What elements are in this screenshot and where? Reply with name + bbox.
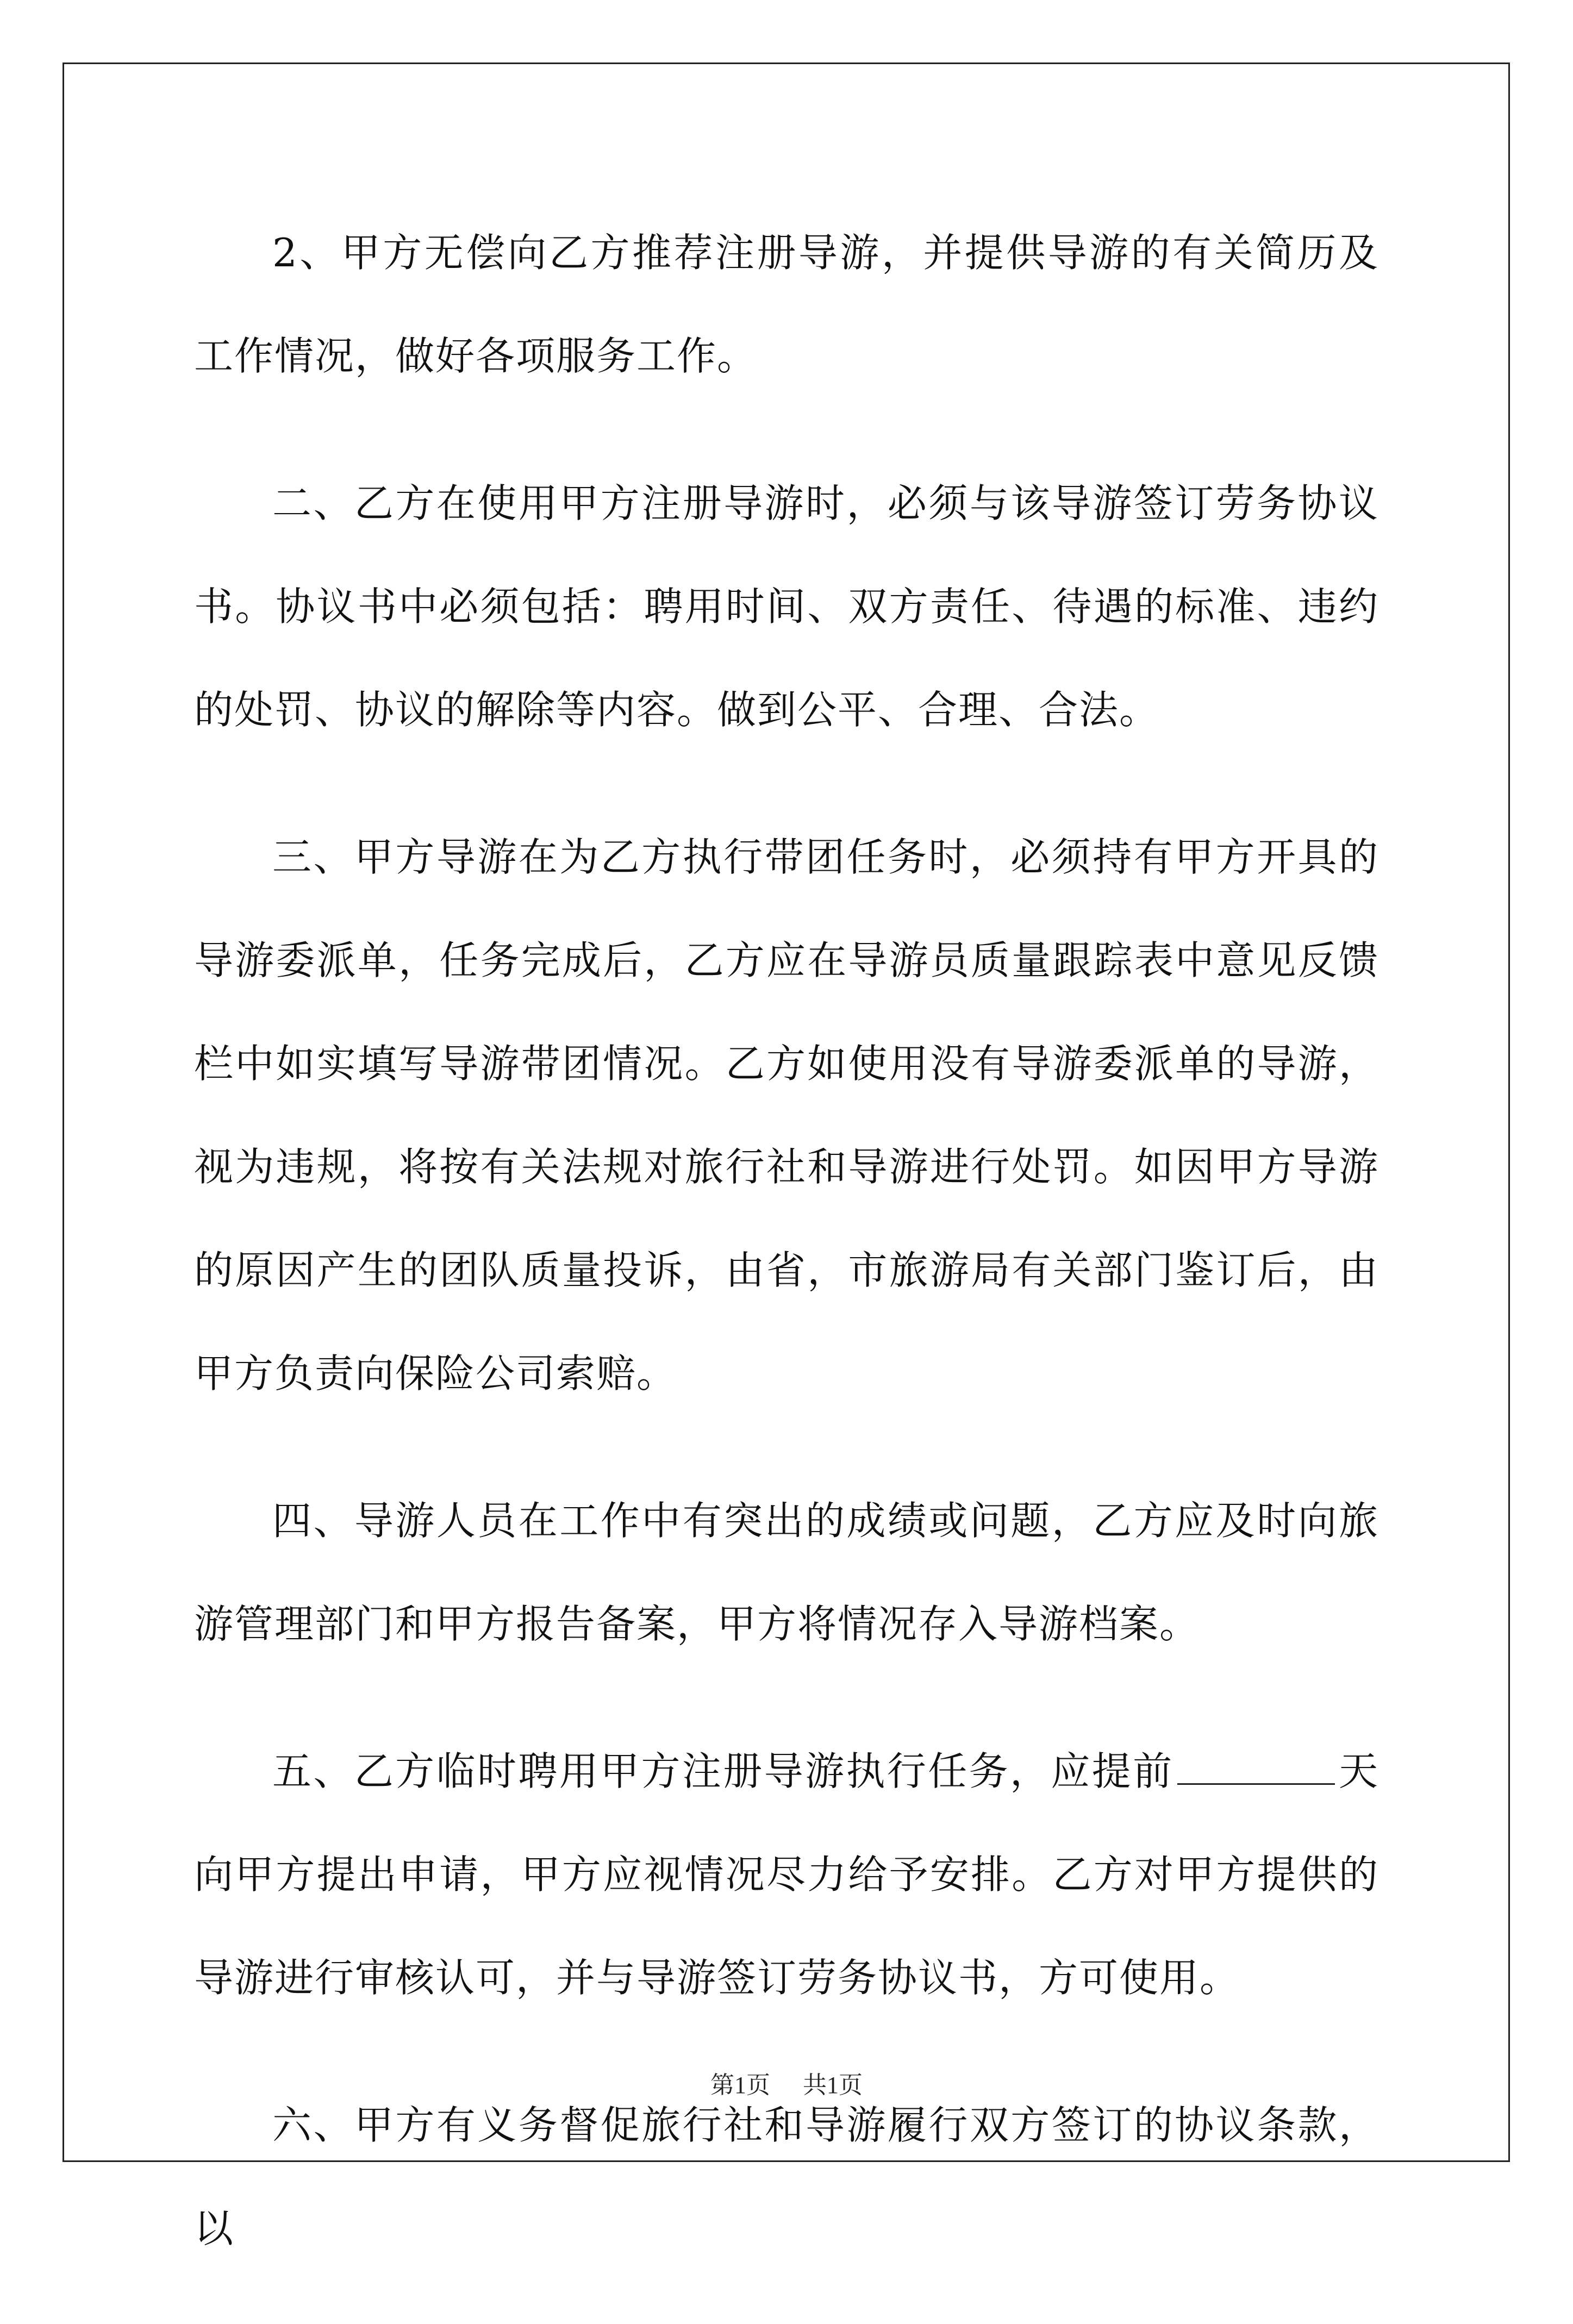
page-footer bbox=[0, 2065, 1573, 2100]
paragraph-2: 二、乙方在使用甲方注册导游时，必须与该导游签订劳务协议书。协议书中必须包括：聘用时间、双方责任、待遇的标准、违约的处罚、协议的解除等内容。做到公平、合理、合法。 bbox=[194, 480, 1379, 733]
paragraph-6: 六、甲方有义务督促旅行社和导游履行双方签订的协议条款，以 bbox=[194, 2102, 1379, 2251]
paragraph-5 bbox=[194, 1720, 1379, 2029]
paragraph-5-after: 天向甲方提出申请，甲方应视情况尽力给予安排。乙方对甲方提供的导游进行审核认可，并与导游签订劳务协议书，方可使用。 bbox=[194, 1748, 1379, 2001]
page-total: 共1页 bbox=[803, 2072, 863, 2098]
paragraph-5-before: 五、乙方临时聘用甲方注册导游执行任务，应提前 bbox=[272, 1748, 1174, 1794]
paragraph-3: 三、甲方导游在为乙方执行带团任务时，必须持有甲方开具的导游委派单，任务完成后，乙方应在导游员质量跟踪表中意见反馈栏中如实填写导游带团情况。乙方如使用没有导游委派单的导游，视为违规，将按有关法规对旅行社和导游进行处罚。如因甲方导游的原因产生的团队质量投诉，由省，市旅游局有关部门鉴订后，由甲方负责向保险公司索赔。 bbox=[194, 834, 1379, 1396]
page-number: 第1页 bbox=[710, 2072, 770, 2098]
document-body bbox=[194, 201, 1379, 2324]
paragraph-4: 四、导游人员在工作中有突出的成绩或问题，乙方应及时向旅游管理部门和甲方报告备案，甲方将情况存入导游档案。 bbox=[194, 1498, 1379, 1647]
paragraph-1: 2、甲方无偿向乙方推荐注册导游，并提供导游的有关简历及工作情况，做好各项服务工作。 bbox=[194, 230, 1379, 379]
fill-in-blank bbox=[1177, 1751, 1335, 1785]
